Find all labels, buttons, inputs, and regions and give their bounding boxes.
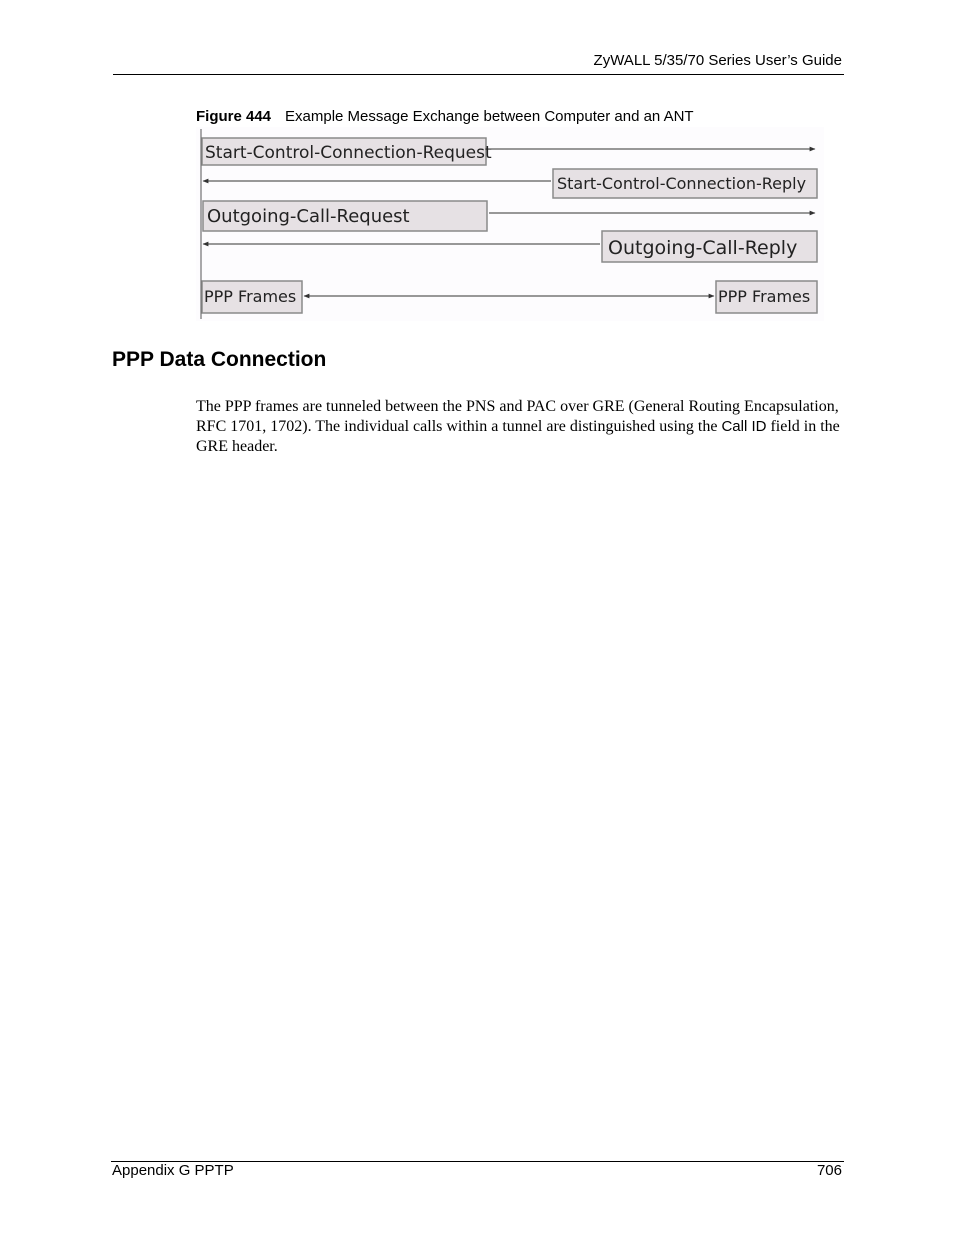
page-number: 706 [816,1162,842,1179]
section-title: PPP Data Connection [112,348,327,371]
message-label: PPP Frames [718,287,811,306]
message-label: PPP Frames [204,287,297,306]
body-paragraph [196,397,844,457]
message-label: Start-Control-Connection-Reply [557,174,807,193]
diagram-canvas [196,127,824,321]
call-id-term: Call ID [721,418,767,435]
footer-section-name: Appendix G PPTP [112,1162,234,1179]
message-ppp-frames [202,281,817,313]
header-divider [113,74,844,75]
message-outgoing-call-request [203,201,815,231]
figure-caption [196,108,694,125]
message-start-control-connection-request [202,138,815,165]
guide-title: ZyWALL 5/35/70 Series User’s Guide [593,52,842,69]
paragraph-text-end: field in the GRE header. [196,418,840,455]
figure-caption-text: Example Message Exchange between Computer and an ANT [285,108,694,125]
message-start-control-connection-reply [203,169,817,198]
message-label: Outgoing-Call-Reply [608,237,798,259]
message-label: Outgoing-Call-Request [207,206,410,227]
message-exchange-diagram [196,127,824,321]
message-outgoing-call-reply [203,231,817,262]
figure-label: Figure 444 [196,108,272,125]
message-label: Start-Control-Connection-Request [205,143,492,163]
paragraph-text: The PPP frames are tunneled between the PNS and PAC over GRE (General Routing Encapsulation, RFC 1701, 1702). The individual calls within a tunnel are distinguished using the [196,398,839,435]
